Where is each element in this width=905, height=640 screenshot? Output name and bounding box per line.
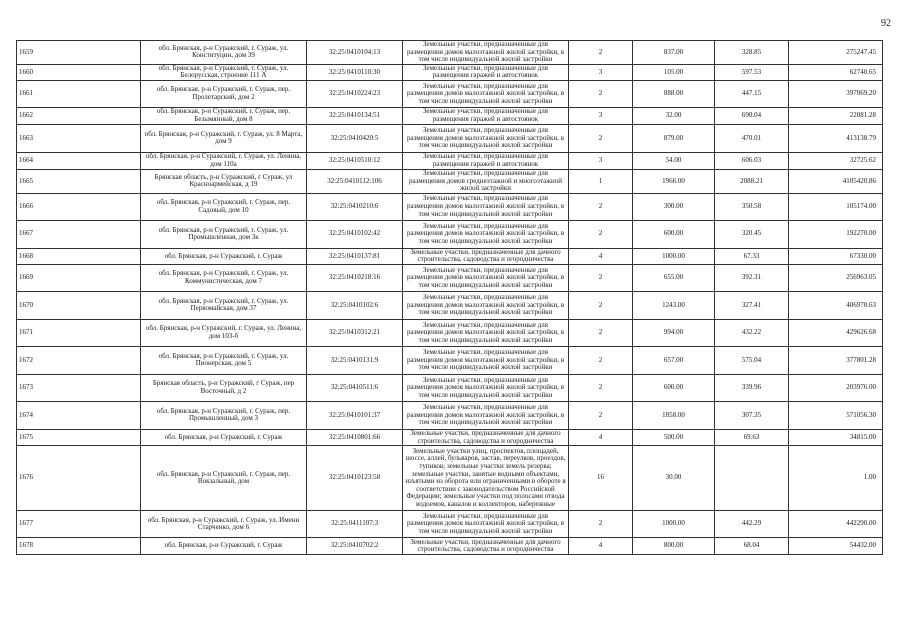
land-use-cell: Земельные участки, предназначенные для размещения домов малоэтажной жилой застройки, в том числе индивидуальной жилой застройки [403,511,569,538]
land-use-cell: Земельные участки, предназначенные для размещения домов малоэтажной жилой застройки, в том числе индивидуальной жилой застройки [403,374,569,401]
specific-value-cell: 442.29 [715,511,789,538]
area-cell: 657.00 [633,346,715,374]
row-number: 1669 [17,264,141,291]
use-group-cell: 2 [569,374,633,401]
use-group-cell: 2 [569,41,633,65]
address-cell: обл. Брянская, р-н Суражский, г. Сураж, ул. Ленина, дом 103-б [141,319,307,346]
cadastral-value-cell: 275247.45 [789,41,883,65]
specific-value-cell: 67.33 [715,248,789,264]
table-row [17,64,883,80]
cadastral-number-cell: 32:25:0411107:3 [307,511,403,538]
table-row [17,80,883,107]
row-number: 1672 [17,346,141,374]
use-group-cell: 3 [569,152,633,169]
cadastral-number-cell: 32:25:0410702:2 [307,538,403,555]
table-row [17,401,883,429]
row-number: 1663 [17,124,141,152]
address-cell: обл. Брянская, р-н Суражский, г. Сураж [141,538,307,555]
cadastral-number-cell: 32:25:0410420:5 [307,124,403,152]
address-cell: обл. Брянская, р-н Суражский, г. Сураж, пер. Вокзальный, дом [141,446,307,511]
cadastral-number-cell: 32:25:0410131:9 [307,346,403,374]
address-cell: обл. Брянская, р-н Суражский, г. Сураж, пер. Промышленный, дом 3 [141,401,307,429]
table-row [17,248,883,264]
land-use-cell: Земельные участки, предназначенные для размещения домов малоэтажной жилой застройки, в том числе индивидуальной жилой застройки [403,193,569,220]
table-row [17,41,883,65]
use-group-cell: 2 [569,346,633,374]
land-use-cell: Земельные участки, предназначенные для размещения домов малоэтажной жилой застройки, в том числе индивидуальной жилой застройки [403,124,569,152]
land-use-cell: Земельные участки, предназначенные для размещения домов малоэтажной жилой застройки, в том числе индивидуальной жилой застройки [403,346,569,374]
land-use-cell: Земельные участки, предназначенные для размещения домов малоэтажной жилой застройки, в том числе индивидуальной жилой застройки [403,401,569,429]
cadastral-value-cell: 406970.63 [789,291,883,319]
cadastral-value-cell: 22081.28 [789,107,883,124]
land-use-cell: Земельные участки, предназначенные для дачного строительства, садоводства и огородничества [403,429,569,445]
cadastral-value-cell: 413138.79 [789,124,883,152]
cadastral-value-cell: 54432.00 [789,538,883,555]
table-row [17,169,883,193]
cadastral-value-cell: 62740.65 [789,64,883,80]
use-group-cell: 2 [569,264,633,291]
row-number: 1670 [17,291,141,319]
row-number: 1678 [17,538,141,555]
table-row [17,319,883,346]
specific-value-cell: 470.01 [715,124,789,152]
land-use-cell: Земельные участки, предназначенные для размещения домов малоэтажной жилой застройки, в том числе индивидуальной жилой застройки [403,80,569,107]
specific-value-cell: 432.22 [715,319,789,346]
cadastral-number-cell: 32:25:0410101:37 [307,401,403,429]
page-number: 92 [881,18,891,29]
cadastral-number-cell: 32:25:0410137:81 [307,248,403,264]
specific-value-cell: 320.45 [715,220,789,248]
area-cell: 600.00 [633,374,715,401]
specific-value-cell: 447.15 [715,80,789,107]
use-group-cell: 4 [569,248,633,264]
cadastral-value-cell: 1.00 [789,446,883,511]
area-cell: 1000.00 [633,511,715,538]
area-cell: 1243.00 [633,291,715,319]
land-use-cell: Земельные участки, предназначенные для дачного строительства, садоводства и огородничества [403,248,569,264]
area-cell: 500.00 [633,429,715,445]
table-row [17,429,883,445]
cadastral-value-cell: 377801.28 [789,346,883,374]
area-cell: 1966.00 [633,169,715,193]
cadastral-value-cell: 34815.00 [789,429,883,445]
row-number: 1662 [17,107,141,124]
row-number: 1671 [17,319,141,346]
area-cell: 837.00 [633,41,715,65]
specific-value-cell: 690.04 [715,107,789,124]
use-group-cell: 2 [569,124,633,152]
use-group-cell: 2 [569,80,633,107]
row-number: 1666 [17,193,141,220]
cadastral-value-cell: 203976.00 [789,374,883,401]
address-cell: Брянская область, р-н Суражский, г Сураж, ул Красноармейская, д 19 [141,169,307,193]
cadastral-number-cell: 32:25:0410104:13 [307,41,403,65]
land-use-cell: Земельные участки, предназначенные для размещения домов малоэтажной жилой застройки, в том числе индивидуальной жилой застройки [403,291,569,319]
address-cell: обл. Брянская, р-н Суражский, г. Сураж, ул. Пионерская, дом 5 [141,346,307,374]
specific-value-cell: 2088.21 [715,169,789,193]
cadastral-number-cell: 32:25:0410210:6 [307,193,403,220]
cadastral-number-cell: 32:25:0410134:51 [307,107,403,124]
address-cell: обл. Брянская, р-н Суражский, г. Сураж, ул. Ленина, дом 110а [141,152,307,169]
table-row [17,124,883,152]
cadastral-number-cell: 32:25:0410123:58 [307,446,403,511]
row-number: 1664 [17,152,141,169]
use-group-cell: 2 [569,319,633,346]
area-cell: 1858.00 [633,401,715,429]
use-group-cell: 4 [569,429,633,445]
use-group-cell: 16 [569,446,633,511]
area-cell: 105.00 [633,64,715,80]
area-cell: 655.00 [633,264,715,291]
cadastral-number-cell: 32:25:0410112:106 [307,169,403,193]
address-cell: обл. Брянская, р-н Суражский, г. Сураж, пер. Садовый, дом 10 [141,193,307,220]
address-cell: обл. Брянская, р-н Суражский, г. Сураж, ул. Имени Старченко, дом 6 [141,511,307,538]
area-cell: 300.00 [633,193,715,220]
address-cell: обл. Брянская, р-н Суражский, г. Сураж, ул. Коммунистическая, дом 7 [141,264,307,291]
land-use-cell: Земельные участки, предназначенные для размещения гаражей и автостоянок [403,64,569,80]
area-cell: 600.00 [633,220,715,248]
address-cell: обл. Брянская, р-н Суражский, г. Сураж, ул. 8 Марта, дом 9 [141,124,307,152]
use-group-cell: 3 [569,107,633,124]
address-cell: обл. Брянская, р-н Суражский, г. Сураж, пер. Безымянный, дом 8 [141,107,307,124]
use-group-cell: 2 [569,291,633,319]
land-use-cell: Земельные участки, предназначенные для размещения домов малоэтажной жилой застройки, в том числе индивидуальной жилой застройки [403,41,569,65]
land-use-cell: Земельные участки, предназначенные для размещения домов среднеэтажной и многоэтажной жилой застройки [403,169,569,193]
cadastral-value-cell: 67330.00 [789,248,883,264]
area-cell: 30.00 [633,446,715,511]
table-body [17,41,883,555]
row-number: 1677 [17,511,141,538]
cadastral-value-cell: 32725.62 [789,152,883,169]
specific-value-cell: 350.58 [715,193,789,220]
address-cell: обл. Брянская, р-н Суражский, г. Сураж [141,248,307,264]
specific-value-cell: 328.85 [715,41,789,65]
land-use-cell: Земельные участки, предназначенные для размещения домов малоэтажной жилой застройки, в том числе индивидуальной жилой застройки [403,319,569,346]
table-row [17,374,883,401]
cadastral-value-cell: 571056.30 [789,401,883,429]
row-number: 1661 [17,80,141,107]
row-number: 1676 [17,446,141,511]
row-number: 1673 [17,374,141,401]
row-number: 1674 [17,401,141,429]
row-number: 1668 [17,248,141,264]
cadastral-value-cell: 442290.00 [789,511,883,538]
area-cell: 54.00 [633,152,715,169]
table-row [17,511,883,538]
cadastral-value-cell: 256963.05 [789,264,883,291]
specific-value-cell: 327.41 [715,291,789,319]
use-group-cell: 2 [569,220,633,248]
use-group-cell: 4 [569,538,633,555]
specific-value-cell: 392.31 [715,264,789,291]
row-number: 1675 [17,429,141,445]
table-row [17,264,883,291]
area-cell: 888.00 [633,80,715,107]
use-group-cell: 1 [569,169,633,193]
land-use-cell: Земельные участки, предназначенные для размещения домов малоэтажной жилой застройки, в том числе индивидуальной жилой застройки [403,264,569,291]
specific-value-cell: 307.35 [715,401,789,429]
specific-value-cell: 339.96 [715,374,789,401]
area-cell: 1000.00 [633,248,715,264]
land-cadastral-value-table [16,40,883,555]
cadastral-number-cell: 32:25:0410224:23 [307,80,403,107]
row-number: 1665 [17,169,141,193]
cadastral-value-cell: 397069.20 [789,80,883,107]
cadastral-number-cell: 32:25:0410102:6 [307,291,403,319]
table-row [17,107,883,124]
land-use-cell: Земельные участки, предназначенные для размещения гаражей и автостоянок [403,152,569,169]
cadastral-number-cell: 32:25:0410510:12 [307,152,403,169]
specific-value-cell: 69.63 [715,429,789,445]
specific-value-cell: 606.03 [715,152,789,169]
cadastral-value-cell: 4105420.86 [789,169,883,193]
cadastral-value-cell: 192270.00 [789,220,883,248]
land-use-cell: Земельные участки, предназначенные для размещения домов малоэтажной жилой застройки, в том числе индивидуальной жилой застройки [403,220,569,248]
row-number: 1667 [17,220,141,248]
cadastral-number-cell: 32:25:0410102:42 [307,220,403,248]
address-cell: обл. Брянская, р-н Суражский, г. Сураж, ул. Первомайская, дом 37 [141,291,307,319]
cadastral-number-cell: 32:25:0410312:21 [307,319,403,346]
use-group-cell: 2 [569,511,633,538]
address-cell: обл. Брянская, р-н Суражский, г. Сураж [141,429,307,445]
land-use-cell: Земельные участки улиц, проспектов, площадей, шоссе, аллей, бульваров, застав, переулков, проездов, тупиков; земельные участки земель резерва; земельные участки, занятые водными объектами, изъятыми из оборота или ограниченными в обороте в соответствии с законодательством Российской Федерации; земельные участки под полосами отвода водоемов, каналов и коллекторов, набережные [403,446,569,511]
table-row [17,446,883,511]
use-group-cell: 3 [569,64,633,80]
area-cell: 32.00 [633,107,715,124]
table-row [17,152,883,169]
specific-value-cell [715,446,789,511]
use-group-cell: 2 [569,193,633,220]
cadastral-number-cell: 32:25:0410801:66 [307,429,403,445]
use-group-cell: 2 [569,401,633,429]
cadastral-value-cell: 105174.00 [789,193,883,220]
table-row [17,193,883,220]
address-cell: обл. Брянская, р-н Суражский, г. Сураж, ул. Промышленная, дом 3к [141,220,307,248]
cadastral-number-cell: 32:25:0410218:16 [307,264,403,291]
row-number: 1660 [17,64,141,80]
land-use-cell: Земельные участки, предназначенные для дачного строительства, садоводства и огородничества [403,538,569,555]
area-cell: 800.00 [633,538,715,555]
address-cell: обл. Брянская, р-н Суражский, г. Сураж, ул. Конституции, дом 39 [141,41,307,65]
cadastral-number-cell: 32:25:0410110:30 [307,64,403,80]
land-use-cell: Земельные участки, предназначенные для размещения гаражей и автостоянок [403,107,569,124]
address-cell: обл. Брянская, р-н Суражский, г. Сураж, пер. Пролетарский, дом 2 [141,80,307,107]
table-row [17,538,883,555]
row-number: 1659 [17,41,141,65]
specific-value-cell: 597.53 [715,64,789,80]
table-row [17,291,883,319]
specific-value-cell: 68.04 [715,538,789,555]
area-cell: 879.00 [633,124,715,152]
specific-value-cell: 575.04 [715,346,789,374]
table-row [17,220,883,248]
area-cell: 994.00 [633,319,715,346]
address-cell: Брянская область, р-н Суражский, г Сураж, пер Восточный, д 2 [141,374,307,401]
table-row [17,346,883,374]
cadastral-value-cell: 429626.68 [789,319,883,346]
address-cell: обл. Брянская, р-н Суражский, г. Сураж, ул. Белорусская, строение 111 А [141,64,307,80]
cadastral-number-cell: 32:25:0410511:6 [307,374,403,401]
